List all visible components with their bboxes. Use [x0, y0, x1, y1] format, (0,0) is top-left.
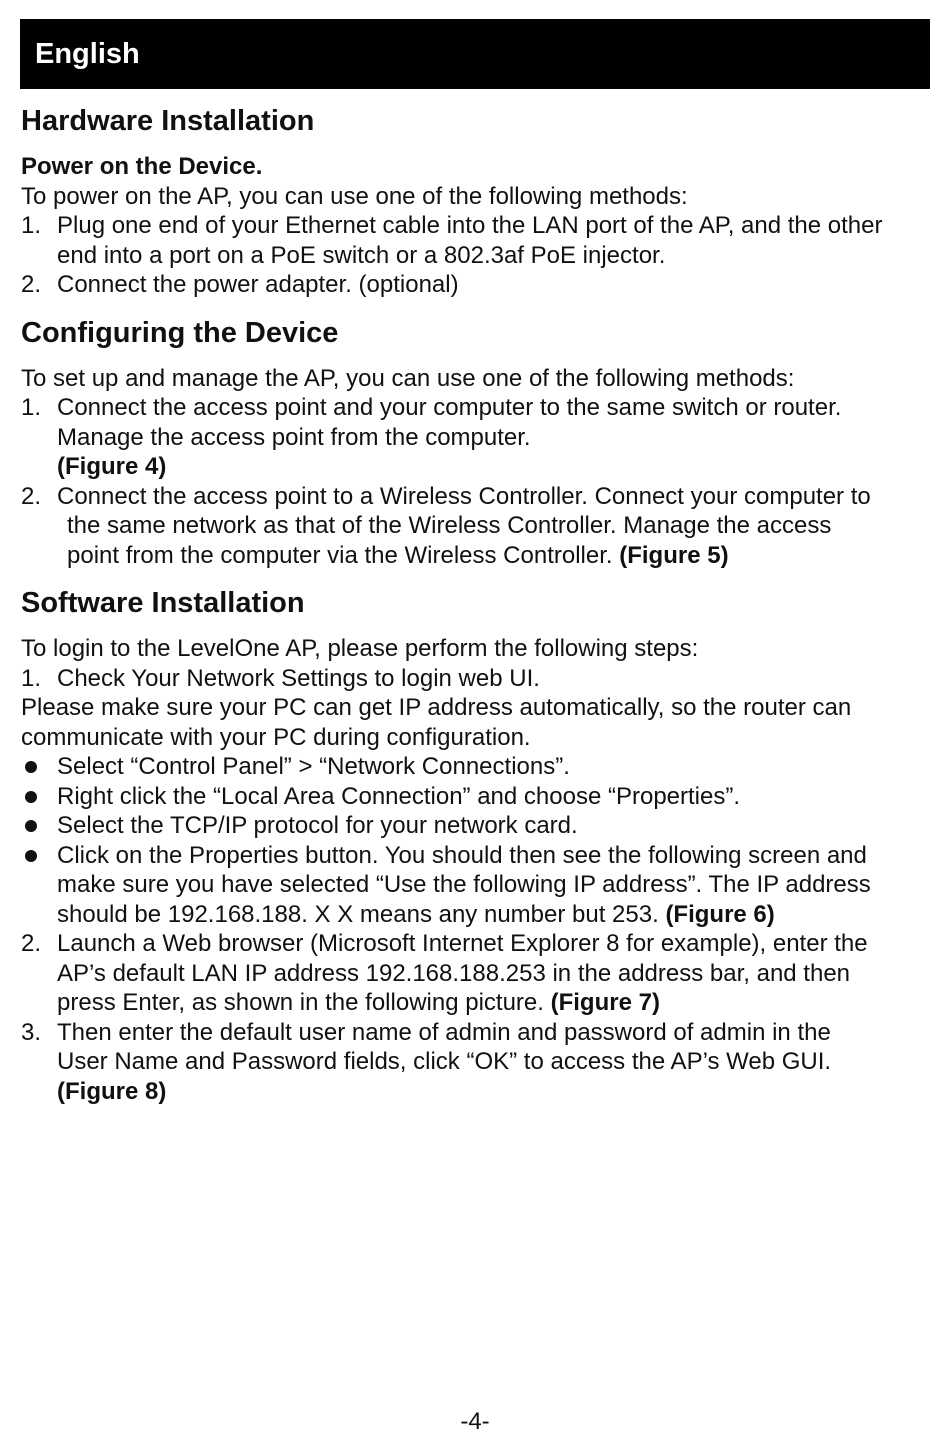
figure-reference: (Figure 7) — [550, 989, 660, 1016]
bullet-icon — [21, 841, 57, 930]
network-note: Please make sure your PC can get IP address automatically, so the router can — [21, 694, 852, 721]
list-item — [21, 929, 933, 1018]
list-text: User Name and Password fields, click “OK” to access the AP’s Web GUI. — [57, 1048, 832, 1075]
list-item — [21, 1018, 933, 1107]
figure-reference: (Figure 6) — [665, 900, 775, 928]
bullet-text: make sure you have selected “Use the following IP address”. The IP address — [57, 871, 871, 898]
list-number: 2. — [21, 271, 42, 298]
list-text: Connect the access point and your computer to the same switch or router. — [57, 394, 842, 421]
page-number: -4- — [460, 1408, 490, 1435]
language-banner — [20, 19, 930, 89]
configuring-device-heading: Configuring the Device — [21, 316, 339, 349]
list-item — [21, 664, 933, 694]
list-text: Connect the access point to a Wireless Controller. Connect your computer to — [57, 482, 871, 510]
power-on-subheading: Power on the Device. — [21, 153, 263, 180]
bullet-item — [21, 782, 933, 812]
figure-reference: (Figure 4) — [57, 453, 167, 480]
bullet-icon — [21, 782, 57, 812]
power-on-intro: To power on the AP, you can use one of the following methods: — [21, 182, 688, 210]
list-text: press Enter, as shown in the following picture. — [57, 989, 544, 1016]
figure-reference: (Figure 5) — [619, 541, 729, 569]
bullet-text-with-figure — [57, 900, 933, 930]
list-text: end into a port on a PoE switch or a 802.3af PoE injector. — [57, 241, 666, 269]
list-item — [21, 270, 933, 300]
bullet-text: Click on the Properties button. You should then see the following screen and — [57, 841, 867, 869]
list-text: Manage the access point from the computer. — [57, 423, 531, 451]
software-intro: To login to the LevelOne AP, please perform the following steps: — [21, 635, 699, 662]
page-content — [21, 103, 933, 1106]
language-label: English — [35, 37, 140, 70]
bullet-icon — [21, 752, 57, 782]
configuring-intro: To set up and manage the AP, you can use one of the following methods: — [21, 364, 795, 392]
list-item — [21, 393, 933, 482]
bullet-item — [21, 752, 933, 782]
bullet-text: Right click the “Local Area Connection” and choose “Properties”. — [57, 782, 741, 810]
list-text: point from the computer via the Wireless Controller. — [67, 541, 613, 569]
list-text: Plug one end of your Ethernet cable into the LAN port of the AP, and the other — [57, 212, 883, 239]
bullet-item — [21, 811, 933, 841]
bullet-text: should be 192.168.188. X X means any number but 253. — [57, 900, 659, 928]
list-text: Then enter the default user name of admin and password of admin in the — [57, 1018, 831, 1046]
list-text: the same network as that of the Wireless Controller. Manage the access — [67, 512, 832, 539]
software-installation-heading: Software Installation — [21, 587, 305, 619]
list-item — [21, 482, 933, 571]
list-text: Connect the power adapter. (optional) — [57, 271, 459, 298]
list-text: AP’s default LAN IP address 192.168.188.253 in the address bar, and then — [57, 959, 851, 987]
bullet-item — [21, 841, 933, 930]
list-number: 1. — [21, 394, 42, 421]
list-number: 1. — [21, 664, 42, 692]
list-number: 3. — [21, 1018, 42, 1046]
list-item — [21, 211, 933, 270]
bullet-icon — [21, 811, 57, 841]
network-note: communicate with your PC during configuration. — [21, 723, 531, 751]
list-text: Check Your Network Settings to login web UI. — [57, 664, 540, 692]
list-number: 2. — [21, 930, 42, 957]
figure-reference: (Figure 8) — [57, 1077, 167, 1105]
hardware-installation-heading: Hardware Installation — [21, 105, 315, 137]
list-text: Launch a Web browser (Microsoft Internet Explorer 8 for example), enter the — [57, 930, 868, 957]
list-number: 2. — [21, 482, 42, 510]
list-number: 1. — [21, 212, 42, 239]
bullet-text: Select “Control Panel” > “Network Connections”. — [57, 753, 570, 780]
bullet-text: Select the TCP/IP protocol for your network card. — [57, 812, 578, 839]
list-text-with-figure — [57, 541, 933, 571]
list-text-with-figure — [57, 988, 933, 1018]
